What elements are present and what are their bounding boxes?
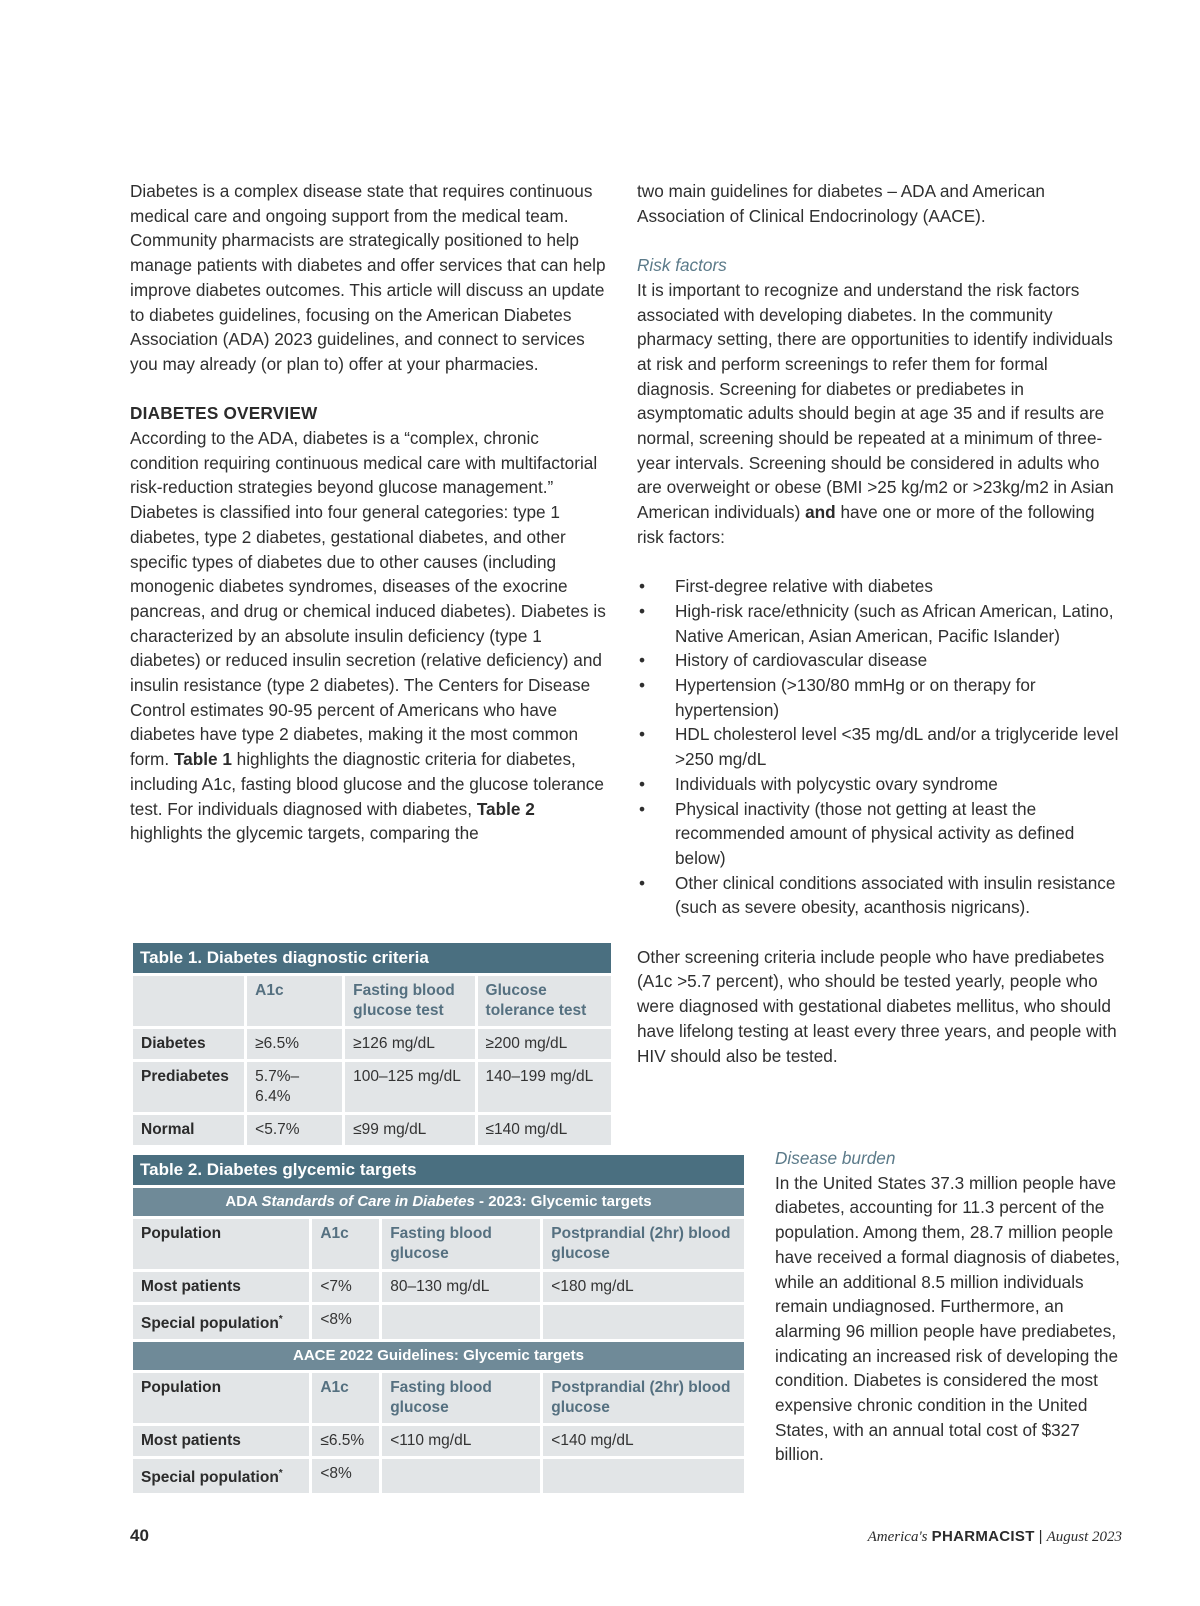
issue-date: August 2023 bbox=[1046, 1529, 1122, 1545]
table-cell: <110 mg/dL bbox=[382, 1426, 540, 1456]
table-cell: 140–199 mg/dL bbox=[478, 1062, 611, 1112]
list-item: • HDL cholesterol level <35 mg/dL and/or a triglyceride level >250 mg/dL bbox=[637, 722, 1123, 771]
table-row bbox=[133, 1062, 611, 1112]
table1-title: Table 1. Diabetes diagnostic criteria bbox=[133, 943, 611, 973]
table-cell bbox=[543, 1305, 744, 1339]
table-header-cell: A1c bbox=[312, 1219, 379, 1269]
risk-text: It is important to recognize and understand the risk factors associated with developing diabetes. In the community pharmacy setting, there are opportunities to identify individuals at risk and perform screenings to refer them for formal diagnosis. Screening for diabetes or prediabetes in asymptomatic adults should begin at age 35 and if results are normal, screening should be repeated at a minimum of three-year intervals. Screening should be considered in adults who are overweight or obese (BMI >25 kg/m2 or >23kg/m2 in Asian American individuals) bbox=[637, 279, 1114, 523]
table-header-cell: Population bbox=[133, 1219, 309, 1269]
table-header-row bbox=[133, 1373, 744, 1423]
table-cell: ≤6.5% bbox=[312, 1426, 379, 1456]
table-cell: <180 mg/dL bbox=[543, 1272, 744, 1302]
table-row bbox=[133, 1305, 744, 1339]
table-header-cell bbox=[133, 976, 244, 1026]
table-cell: 100–125 mg/dL bbox=[345, 1062, 474, 1112]
left-column bbox=[130, 179, 608, 846]
table-header-row bbox=[133, 976, 611, 1026]
table-cell: 80–130 mg/dL bbox=[382, 1272, 540, 1302]
list-item: • Hypertension (>130/80 mmHg or on therapy for hypertension) bbox=[637, 673, 1123, 722]
table-row-label: Most patients bbox=[133, 1272, 309, 1302]
table-header-cell: A1c bbox=[312, 1373, 379, 1423]
footnote-mark: * bbox=[278, 1468, 283, 1480]
row-label-text: Special population bbox=[141, 1315, 279, 1333]
table-row bbox=[133, 1029, 611, 1059]
table-row-label bbox=[133, 1305, 309, 1339]
table-cell: ≥6.5% bbox=[247, 1029, 342, 1059]
table-header-cell: Fasting blood glucose test bbox=[345, 976, 474, 1026]
right-column bbox=[637, 179, 1123, 1068]
row-label-text: Special population bbox=[141, 1469, 279, 1487]
footnote-mark: * bbox=[278, 1314, 283, 1325]
table-row-label: Most patients bbox=[133, 1426, 309, 1456]
table-row-label: Diabetes bbox=[133, 1029, 244, 1059]
table-row bbox=[133, 1272, 744, 1302]
table-cell: <140 mg/dL bbox=[543, 1426, 744, 1456]
ada-caption-post: - 2023: Glycemic targets bbox=[474, 1193, 652, 1210]
table-glycemic-targets bbox=[130, 1152, 747, 1496]
disease-burden-section bbox=[775, 1146, 1125, 1467]
table2-title: Table 2. Diabetes glycemic targets bbox=[133, 1155, 744, 1185]
table-header-cell: A1c bbox=[247, 976, 342, 1026]
table-diagnostic-criteria bbox=[130, 940, 614, 1148]
table-header-cell: Postprandial (2hr) blood glucose bbox=[543, 1373, 744, 1423]
list-item: • High-risk race/ethnicity (such as African American, Latino, Native American, Asian American, Pacific Islander) bbox=[637, 599, 1123, 648]
list-item: • First-degree relative with diabetes bbox=[637, 574, 1123, 599]
table-row bbox=[133, 1459, 744, 1493]
intro-paragraph: Diabetes is a complex disease state that requires continuous medical care and ongoing support from the medical team. Community pharmacists are strategically positioned to help manage patients with diabetes and offer services that can help improve diabetes outcomes. This article will discuss an update to diabetes guidelines, focusing on the American Diabetes Association (ADA) 2023 guidelines, and connect to services you may already (or plan to) offer at your pharmacies. bbox=[130, 181, 606, 374]
table-cell: <8% bbox=[312, 1459, 379, 1493]
risk-factor-list bbox=[637, 574, 1123, 920]
risk-text-end: have one or more of the following risk factors: bbox=[637, 502, 1095, 547]
table-header-cell: Fasting blood glucose bbox=[382, 1373, 540, 1423]
overview-paragraph bbox=[130, 426, 608, 846]
magazine-name: PHARMACIST bbox=[931, 1528, 1035, 1545]
list-item: • History of cardiovascular disease bbox=[637, 648, 1123, 673]
ada-caption-pre: ADA bbox=[225, 1193, 262, 1210]
ada-caption-italic: Standards of Care in Diabetes bbox=[261, 1193, 475, 1210]
section-heading-overview: DIABETES OVERVIEW bbox=[130, 403, 318, 424]
table-cell: ≤99 mg/dL bbox=[345, 1115, 474, 1145]
table-cell: ≥200 mg/dL bbox=[478, 1029, 611, 1059]
table-cell: 5.7%–6.4% bbox=[247, 1062, 342, 1112]
table-header-cell: Population bbox=[133, 1373, 309, 1423]
table-row-label bbox=[133, 1459, 309, 1493]
other-screening-paragraph: Other screening criteria include people who have prediabetes (A1c >5.7 percent), who should be tested yearly, people who were diagnosed with gestational diabetes mellitus, who should have lifelong testing at least every three years, and people with HIV should also be tested. bbox=[637, 946, 1117, 1066]
table-row-label: Prediabetes bbox=[133, 1062, 244, 1112]
disease-burden-heading: Disease burden bbox=[775, 1148, 896, 1168]
table-row bbox=[133, 1426, 744, 1456]
table1-reference: Table 1 bbox=[173, 749, 232, 770]
overview-text-1: According to the ADA, diabetes is a “complex, chronic condition requiring continuous medical care with multifactorial risk-reduction strategies beyond glucose management.” Diabetes is classified into four general categories: type 1 diabetes, type 2 diabetes, gestational diabetes, and other specific types of diabetes due to other causes (including monogenic diabetes syndromes, diseases of the exocrine pancreas, and drug or chemical induced diabetes). Diabetes is characterized by an absolute insulin deficiency (type 1 diabetes) or reduced insulin secretion (relative deficiency) and insulin resistance (type 2 diabetes). The Centers for Disease Control estimates 90-95 percent of Americans who have diabetes have type 2 diabetes, making it the most common form. bbox=[130, 428, 606, 770]
table2-reference: Table 2 bbox=[476, 798, 535, 819]
magazine-prefix: America's bbox=[867, 1529, 928, 1545]
table-cell: <8% bbox=[312, 1305, 379, 1339]
table-cell: <7% bbox=[312, 1272, 379, 1302]
list-item: • Physical inactivity (those not getting at least the recommended amount of physical activity as defined below) bbox=[637, 797, 1123, 871]
table-cell bbox=[382, 1305, 540, 1339]
list-item: • Individuals with polycystic ovary syndrome bbox=[637, 772, 1123, 797]
continuation-paragraph: two main guidelines for diabetes – ADA and American Association of Clinical Endocrinology (AACE). bbox=[637, 181, 1045, 226]
overview-text-3: highlights the glycemic targets, comparing the bbox=[130, 823, 479, 844]
table-cell: ≥126 mg/dL bbox=[345, 1029, 474, 1059]
table-row bbox=[133, 1115, 611, 1145]
footer-separator: | bbox=[1038, 1528, 1043, 1545]
risk-and: and bbox=[805, 502, 836, 523]
table-header-row bbox=[133, 1219, 744, 1269]
risk-factors-heading: Risk factors bbox=[637, 255, 727, 276]
table-cell: ≤140 mg/dL bbox=[478, 1115, 611, 1145]
table-row-label: Normal bbox=[133, 1115, 244, 1145]
list-item: • Other clinical conditions associated with insulin resistance (such as severe obesity, acanthosis nigricans). bbox=[637, 871, 1123, 920]
table-cell bbox=[382, 1459, 540, 1493]
table-header-cell: Glucose tolerance test bbox=[478, 976, 611, 1026]
risk-factors-paragraph bbox=[637, 278, 1123, 550]
page-number: 40 bbox=[130, 1526, 149, 1545]
magazine-masthead bbox=[868, 1528, 1122, 1546]
ada-caption bbox=[133, 1188, 744, 1216]
aace-caption: AACE 2022 Guidelines: Glycemic targets bbox=[133, 1342, 744, 1370]
table-header-cell: Fasting blood glucose bbox=[382, 1219, 540, 1269]
disease-burden-paragraph: In the United States 37.3 million people have diabetes, accounting for 11.3 percent of the population. Among them, 28.7 million people have received a formal diagnosis of diabetes, while an additional 8.5 million individuals remain undiagnosed. Furthermore, an alarming 96 million people have prediabetes, indicating an increased risk of developing the condition. Diabetes is considered the most expensive chronic condition in the United States, with an annual total cost of $327 billion. bbox=[775, 1172, 1120, 1465]
table-cell: <5.7% bbox=[247, 1115, 342, 1145]
table-cell bbox=[543, 1459, 744, 1493]
overview-text-2: highlights the diagnostic criteria for diabetes, including A1c, fasting blood glucose and the glucose tolerance test. For individuals diagnosed with diabetes, bbox=[130, 749, 604, 819]
table-header-cell: Postprandial (2hr) blood glucose bbox=[543, 1219, 744, 1269]
